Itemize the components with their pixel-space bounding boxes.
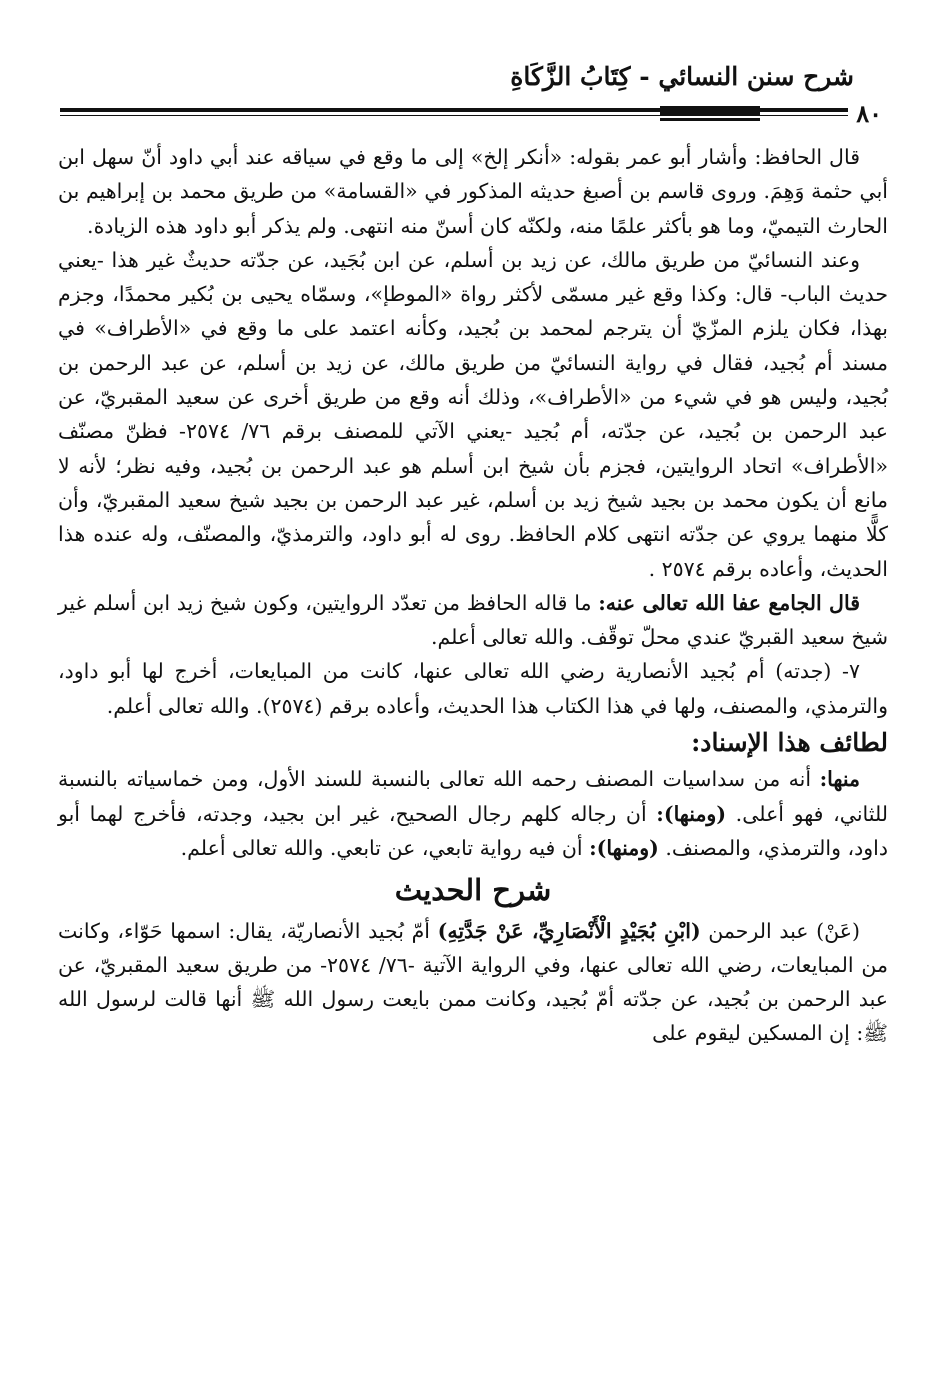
jami-text: ما قاله الحافظ من تعدّد الروايتين، وكون شيخ زيد ابن أسلم غير شيخ سعيد القبريّ عندي محلّ توقّف. والله تعالى أعلم. <box>58 590 888 650</box>
paragraph-hafiz-note: قال الحافظ: وأشار أبو عمر بقوله: «أنكر إلخ» إلى ما وقع في سياقه عند أبي داود أنّ سهل ابن أبي حثمة وَهِمَ. وروى قاسم بن أصبغ حديثه المذكور في «القسامة» من طريق محمد بن إبراهيم بن الحارث التيميّ، وما هو بأكثر علمًا منه، ولكنّه كان أسنّ منه انتهى. ولم يذكر أبو داود هذه الزيادة. <box>58 145 888 238</box>
sharh-text: أمّ بُجيد الأنصاريّة، يقال: اسمها حَوّاء، وكانت من المبايعات، رضي الله تعالى عنها، وفي الرواية الآتية -٧٦/ ٢٥٧٤- من طريق سعيد المقبريّ، عن عبد الرحمن بن بُجيد، عن جدّته أمّ بُجيد، وكانت ممن بايعت رسول الله ﷺ أنها قالت لرسول الله ﷺ: إن المسكين ليقوم على <box>58 918 888 1046</box>
jami-label: قال الجامع عفا الله تعالى عنه: <box>598 590 860 615</box>
page-number: ٨٠ <box>848 99 890 128</box>
paragraph-jami-comment <box>58 586 888 655</box>
minha-label: (ومنها): <box>656 801 727 826</box>
isnad-note-text: أن رجاله كلهم رجال الصحيح، غير ابن بجيد، وجدته، فأخرج لهما أبو داود، والترمذي، والمصنف. <box>58 801 888 860</box>
sharh-text: (عَنْ) عبد الرحمن <box>700 918 860 943</box>
page-number-rules <box>660 106 760 121</box>
page-body <box>58 140 888 1051</box>
minha-label: منها: <box>819 767 860 792</box>
isnad-note-text: أنه من سداسيات المصنف رحمه الله تعالى بالنسبة للسند الأول، ومن خماسياته بالنسبة للثاني، فهو أعلى. <box>58 767 888 826</box>
paragraph-narrator-7: ٧- (جدته) أم بُجيد الأنصارية رضي الله تعالى عنها، كانت من المبايعات، أخرج لها أبو داود، والترمذي، والمصنف، ولها في هذا الكتاب هذا الحديث، وأعاده برقم (٢٥٧٤). والله تعالى أعلم. <box>58 659 888 718</box>
paragraph-nasai-route: وعند النسائيّ من طريق مالك، عن زيد بن أسلم، عن ابن بُجَيد، عن جدّته حديثٌ غير هذا -يعني حديث الباب- قال: وكذا وقع غير مسمّى لأكثر رواة «الموطإ»، وسمّاه يحيى بن بُكير محمدًا، وجزم بهذا، فكان يلزم المزّيّ أن يترجم لمحمد بن بُجيد، وكأنه اعتمد على ما وقع في «الأطراف» في مسند أم بُجيد، فقال في رواية النسائيّ من طريق مالك، عن زيد بن أسلم، عن عبد الرحمن بن بُجيد، وليس هو في شيء من «الأطراف»، وذلك أنه وقع من طريق أخرى عن سعيد المقبريّ، عن عبد الرحمن بن بُجيد، عن جدّته، أم بُجيد -يعني الآتي للمصنف برقم ٧٦/ ٢٥٧٤- فظنّ مصنّف «الأطراف» اتحاد الروايتين، فجزم بأن شيخ ابن أسلم هو عبد الرحمن بن بُجيد، وفيه نظر؛ لأنه لا مانع أن يكون محمد بن بجيد شيخ زيد بن أسلم، غير عبد الرحمن بن بجيد شيخ سعيد المقبريّ، وأن كلًّا منهما يروي عن جدّته انتهى كلام الحافظ. روى له أبو داود، والترمذيّ، والمصنّف، وله عنده هذا الحديث، وأعاده برقم ٢٥٧٤ . <box>58 247 888 581</box>
isnad-note-text: أن فيه رواية تابعي، عن تابعي. والله تعالى أعلم. <box>180 835 590 860</box>
section-heading-isnad: لطائف هذا الإسناد: <box>691 728 888 758</box>
minha-label: (ومنها): <box>589 835 659 860</box>
hadith-quote: (ابْنِ بُجَيْدٍ الْأَنْصَارِيِّ، عَنْ جَدَّتِهِ) <box>437 918 701 943</box>
paragraph-isnad-notes <box>58 762 888 865</box>
section-heading-sharh: شرح الحديث <box>394 873 552 908</box>
page-number-block <box>660 92 890 134</box>
paragraph-sharh <box>58 914 888 1051</box>
running-header-title: شرح سنن النسائي - كِتَابُ الزَّكَاةِ <box>510 62 854 91</box>
